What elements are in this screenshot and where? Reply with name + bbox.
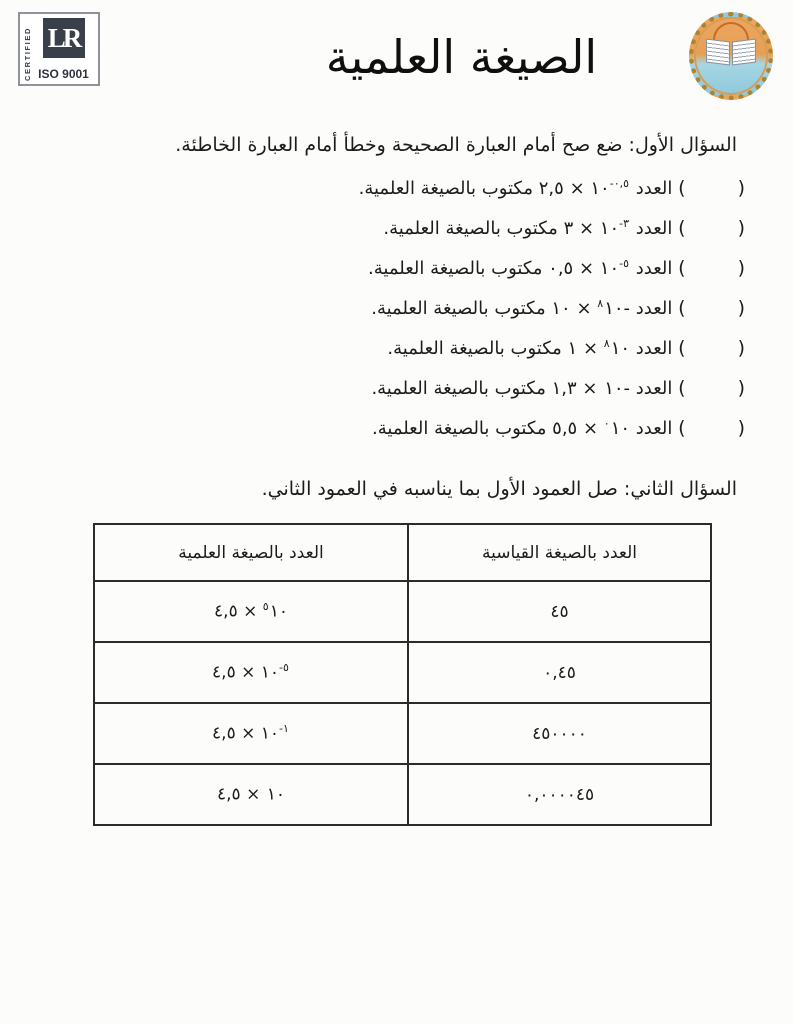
- statement-suffix: مكتوب بالصيغة العلمية.: [371, 378, 546, 399]
- statement-suffix: مكتوب بالصيغة العلمية.: [383, 218, 558, 239]
- lr-logo-icon: LR: [43, 18, 85, 58]
- scientific-notation-expression: $^{٠,٥-}$١٠ × ٢,٥: [538, 177, 630, 199]
- badge-right-panel: [32, 14, 98, 84]
- standard-number-cell[interactable]: ٤٥: [408, 581, 711, 642]
- answer-slot[interactable]: ( ): [678, 417, 745, 439]
- table-row: [94, 703, 711, 764]
- q1-item-1: [359, 175, 745, 202]
- scientific-number-cell[interactable]: $^{١-}$١٠ × ٤,٥: [94, 703, 408, 764]
- standard-number-cell[interactable]: ٤٥٠٠٠٠: [408, 703, 711, 764]
- times-sign: ×: [582, 378, 598, 399]
- statement-suffix: مكتوب بالصيغة العلمية.: [371, 298, 546, 319]
- times-sign: ×: [578, 258, 595, 279]
- statement-label: العدد: [635, 418, 673, 439]
- page-title: الصيغة العلمية: [325, 30, 598, 84]
- statement-label: العدد: [635, 338, 673, 359]
- certified-label: CERTIFIED: [23, 27, 32, 81]
- q1-item-6: [371, 375, 745, 402]
- scientific-number-cell[interactable]: $^{٥-}$١٠ × ٤,٥: [94, 642, 408, 703]
- scientific-number-cell[interactable]: ١٠ × ٤,٥: [94, 764, 408, 825]
- statement-label: العدد: [635, 258, 673, 279]
- times-sign: ×: [246, 784, 261, 805]
- times-sign: ×: [569, 178, 585, 199]
- column-header-scientific-form: العدد بالصيغة العلمية: [94, 524, 408, 581]
- q1-item-2: [383, 215, 745, 242]
- standard-number-cell[interactable]: ٠,٤٥: [408, 642, 711, 703]
- answer-slot[interactable]: ( ): [678, 377, 745, 399]
- times-sign: ×: [582, 338, 599, 359]
- answer-slot[interactable]: ( ): [678, 337, 745, 359]
- statement-suffix: مكتوب بالصيغة العلمية.: [372, 418, 547, 439]
- table-header-row: [94, 524, 711, 581]
- answer-slot[interactable]: ( ): [678, 217, 745, 239]
- q1-item-4: [371, 295, 745, 322]
- question-1-items: [359, 175, 745, 442]
- scientific-notation-expression: $^{٣-}$١٠ × ٣: [563, 217, 630, 239]
- times-sign: ×: [241, 723, 256, 744]
- scientific-notation-expression: ١٠ × ١,٣-: [551, 378, 631, 399]
- answer-slot[interactable]: ( ): [678, 297, 745, 319]
- iso-9001-label: ISO 9001: [38, 67, 89, 81]
- times-sign: ×: [576, 298, 592, 319]
- statement-suffix: مكتوب بالصيغة العلمية.: [358, 178, 534, 199]
- times-sign: ×: [241, 662, 256, 683]
- scientific-notation-expression: $^٨$١٠ × ١٠-: [551, 297, 631, 319]
- answer-slot[interactable]: ( ): [678, 257, 745, 279]
- statement-label: العدد: [635, 218, 673, 239]
- times-sign: ×: [243, 601, 258, 622]
- scientific-notation-expression: $^٨$١٠ × ١: [567, 337, 631, 359]
- iso-certification-badge: [18, 12, 100, 86]
- times-sign: ×: [578, 218, 595, 239]
- statement-label: العدد: [635, 378, 673, 399]
- q1-item-5: [387, 335, 745, 362]
- statement-label: العدد: [635, 298, 673, 319]
- matching-table: [93, 523, 712, 826]
- question-1-heading: السؤال الأول: ضع صح أمام العبارة الصحيحة وخطأ أمام العبارة الخاطئة.: [175, 134, 737, 156]
- times-sign: ×: [582, 418, 599, 439]
- scientific-number-cell[interactable]: $^٥$١٠ × ٤,٥: [94, 581, 408, 642]
- column-header-standard-form: العدد بالصيغة القياسية: [408, 524, 711, 581]
- q1-item-7: [372, 415, 745, 442]
- standard-number-cell[interactable]: ٠,٠٠٠٠٤٥: [408, 764, 711, 825]
- table-row: [94, 581, 711, 642]
- table-row: [94, 642, 711, 703]
- table-row: [94, 764, 711, 825]
- answer-slot[interactable]: ( ): [678, 177, 745, 199]
- statement-suffix: مكتوب بالصيغة العلمية.: [387, 338, 562, 359]
- question-2-heading: السؤال الثاني: صل العمود الأول بما يناسبه في العمود الثاني.: [261, 478, 737, 500]
- scientific-notation-expression: $^{٥-}$١٠ × ٠,٥: [548, 257, 630, 279]
- statement-suffix: مكتوب بالصيغة العلمية.: [368, 258, 543, 279]
- q1-item-3: [368, 255, 745, 282]
- scientific-notation-expression: $^٠$١٠ × ٥,٥: [552, 417, 631, 439]
- statement-label: العدد: [635, 178, 673, 199]
